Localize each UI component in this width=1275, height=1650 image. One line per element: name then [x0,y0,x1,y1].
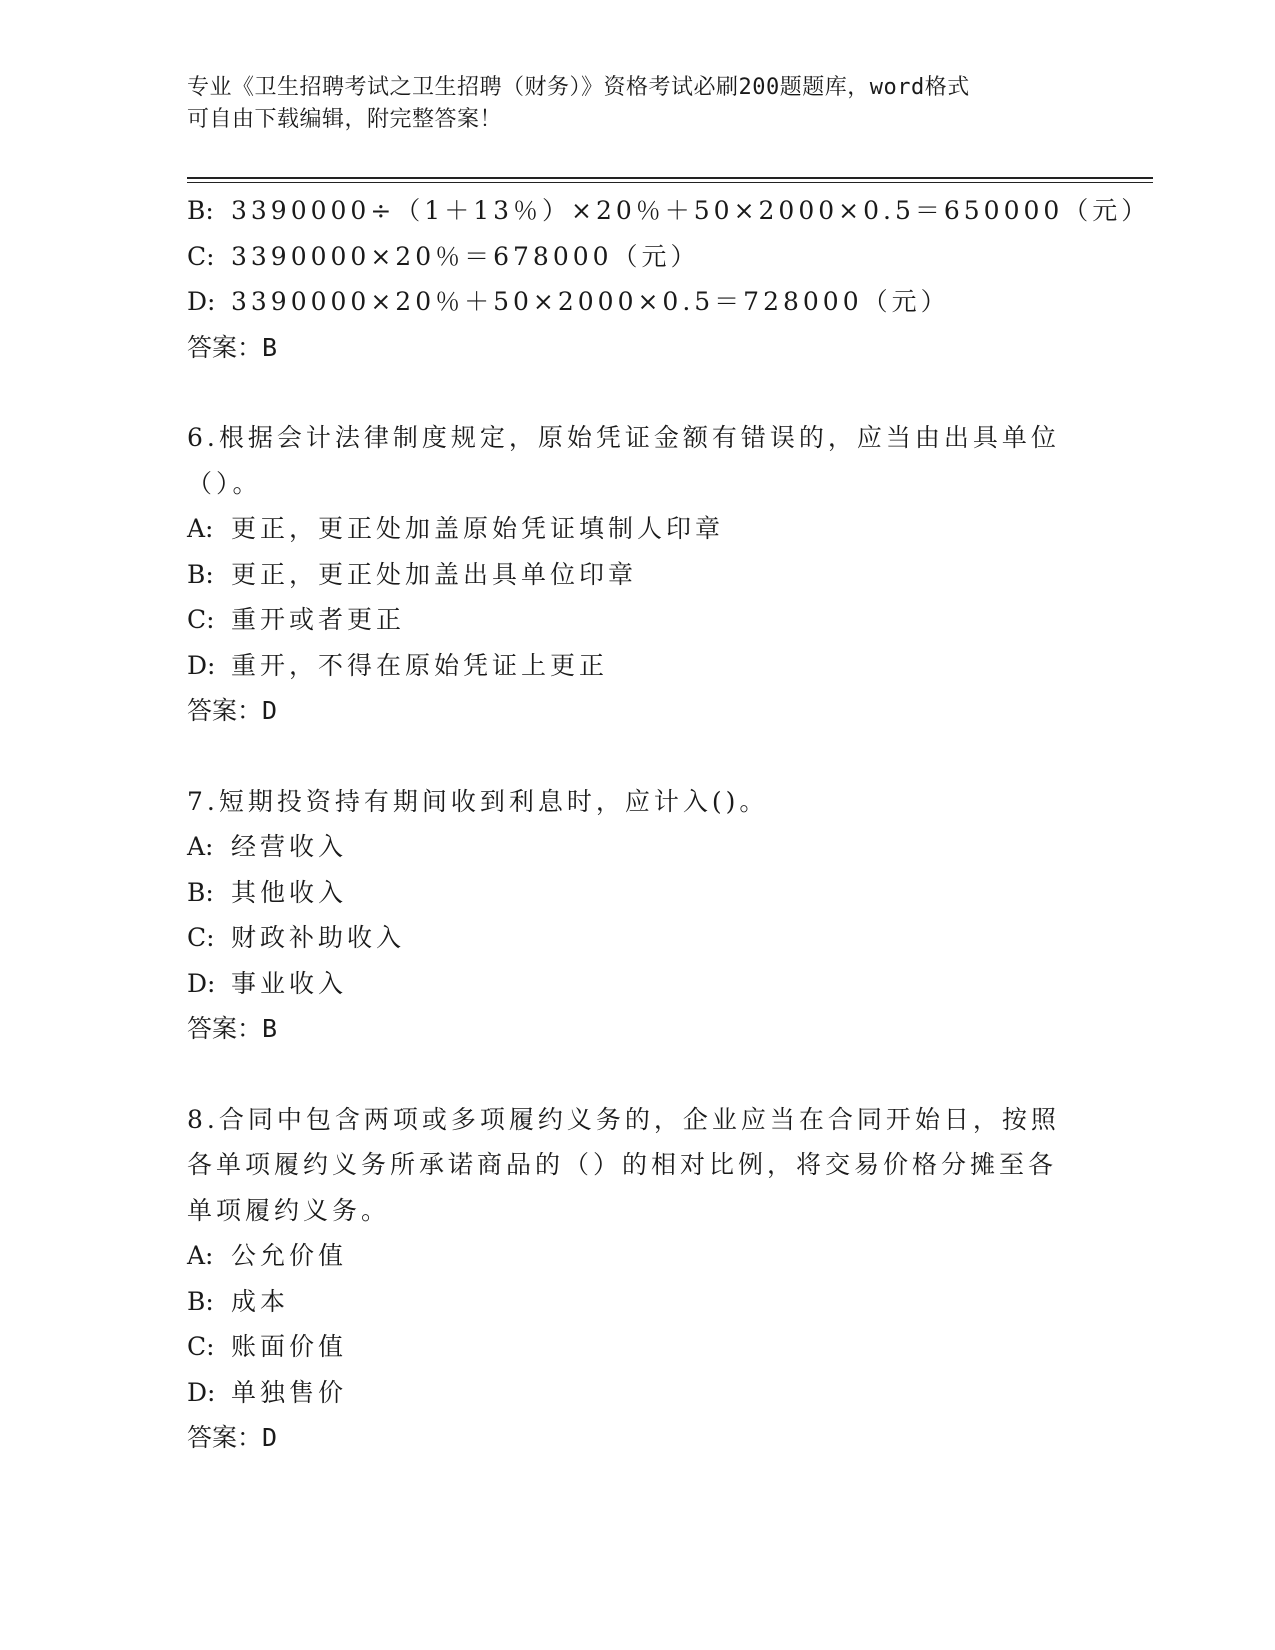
option-a [187,506,1067,552]
header-title-line-2: 可自由下载编辑，附完整答案！ [187,107,503,132]
answer-label: 答案：D [187,696,278,725]
header-divider-thin [187,182,1153,183]
option-letter: A: [187,832,214,861]
header-title-line-1: 专业《卫生招聘考试之卫生招聘（财务）》资格考试必刷200题题库，word格式 [187,75,970,100]
option-a [187,1233,1067,1279]
option-text: 重开或者更正 [231,605,406,634]
option-c [187,597,1067,643]
header-divider-thick [187,177,1153,179]
option-d [187,279,1067,325]
option-b [187,870,1067,916]
option-b [187,1279,1067,1325]
document-body [187,188,1151,1461]
option-text: 财政补助收入 [231,923,406,952]
option-text: 事业收入 [231,968,348,998]
option-letter: B: [187,559,214,589]
option-text: 3390000×20％＋50×2000×0.5＝728000（元） [231,287,950,316]
option-letter: C: [187,605,215,634]
option-d [187,1370,1067,1416]
question-8 [187,1097,1067,1461]
option-text: 重开，不得在原始凭证上更正 [231,650,609,680]
option-text: 成本 [231,1286,290,1316]
option-text: 账面价值 [231,1332,348,1361]
option-letter: C: [187,923,215,952]
option-letter: B: [187,877,214,907]
option-a [187,824,1067,870]
question-stem-line-1: 8.合同中包含两项或多项履约义务的，企业应当在合同开始日，按照 [187,1104,1060,1134]
option-b [187,188,1151,234]
option-text: 公允价值 [231,1241,348,1270]
option-c [187,1324,1067,1370]
option-letter: D: [187,287,216,316]
option-letter: D: [187,1377,216,1407]
option-text: 更正，更正处加盖出具单位印章 [231,559,638,589]
option-letter: A: [187,514,214,543]
answer-label: 答案：B [187,332,278,362]
question-7 [187,779,1067,1052]
option-letter: B: [187,1286,214,1316]
question-6 [187,415,1067,734]
option-text: 更正，更正处加盖原始凭证填制人印章 [231,514,725,543]
question-stem-line-3: 单项履约义务。 [187,1195,391,1225]
question-stem-line-1: 6.根据会计法律制度规定，原始凭证金额有错误的，应当由出具单位 [187,423,1060,452]
option-text: 3390000÷（1＋13％）×20％＋50×2000×0.5＝650000（元） [231,196,1151,225]
option-letter: D: [187,650,216,680]
answer-label: 答案：D [187,1423,278,1452]
answer-label: 答案：B [187,1014,278,1043]
option-b [187,552,1067,598]
option-letter: D: [187,968,216,998]
question-stem-line-1: 7.短期投资持有期间收到利息时，应计入()。 [187,786,769,816]
question-stem-line-2: 各单项履约义务所承诺商品的（）的相对比例，将交易价格分摊至各 [187,1150,1058,1179]
option-letter: C: [187,241,215,271]
question-5-continued [187,188,1151,370]
option-letter: A: [187,1241,214,1270]
option-text: 经营收入 [231,832,348,861]
option-text: 3390000×20％＝678000（元） [231,241,700,271]
option-letter: C: [187,1332,215,1361]
question-stem-line-2: （）。 [187,468,262,498]
option-d [187,961,1067,1007]
option-letter: B: [187,196,214,225]
option-text: 单独售价 [231,1377,348,1407]
option-text: 其他收入 [231,877,348,907]
option-d [187,643,1067,689]
option-c [187,234,1067,280]
option-c [187,915,1067,961]
document-header [187,72,1067,136]
